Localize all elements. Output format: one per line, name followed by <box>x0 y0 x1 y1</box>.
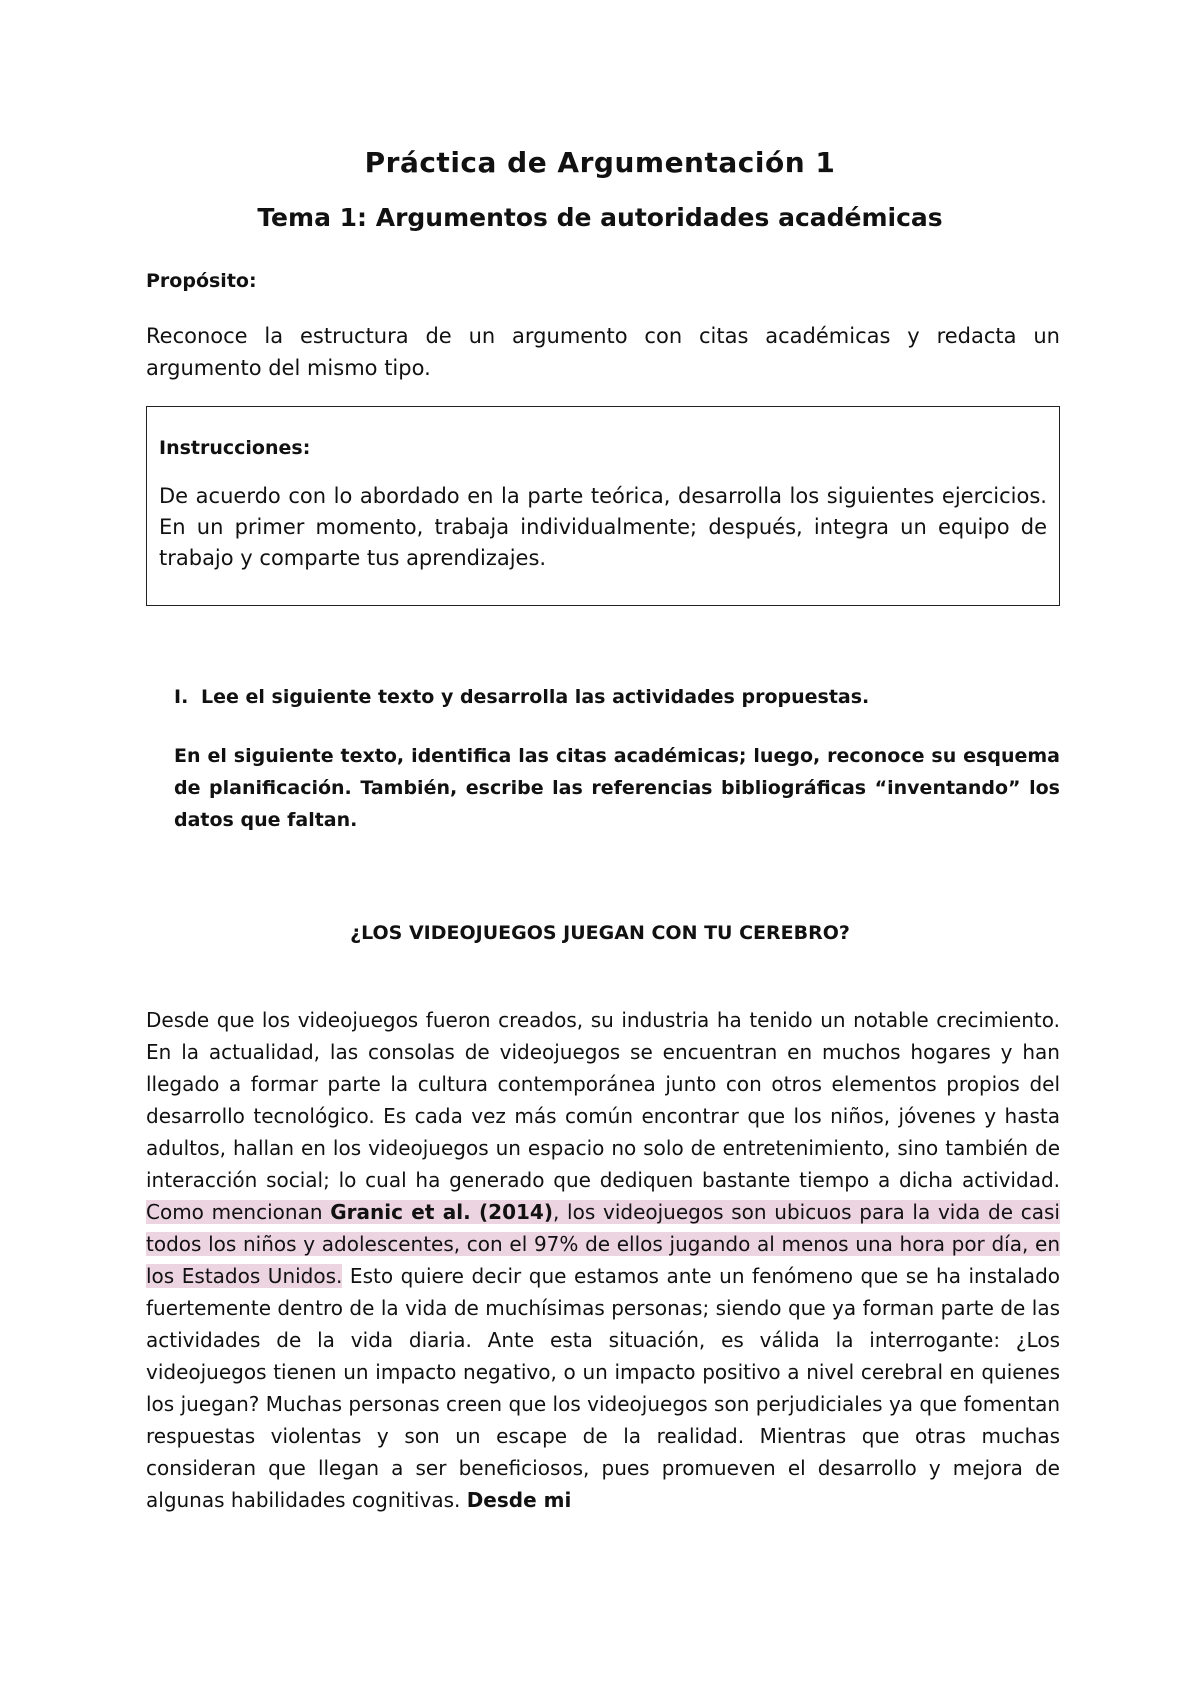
document-title: Práctica de Argumentación 1 <box>364 146 836 179</box>
section-heading <box>174 686 1060 708</box>
article-part-2: Esto quiere decir que estamos ante un fenómeno que se ha instalado fuertemente dentro de la vida de muchísimas personas; siendo que ya forman parte de las actividades de la vida diaria. Ante esta situación, es válida la interrogante: ¿Los videojuegos tienen un impacto negativo, o un impacto positivo a nivel cerebral en quienes los juegan? Muchas personas creen que los videojuegos son perjudiciales ya que fomentan respuestas violentas y son un escape de la realidad. Mientras que otras muchas consideran que llegan a ser beneficiosos, pues promueven el desarrollo y mejora de algunas habilidades cognitivas. <box>146 1264 1060 1512</box>
citation-content: , los videojuegos son ubicuos para la vida de casi todos los niños y adolescentes, con el 97% de ellos jugando al menos una hora por día, en los Estados Unidos. <box>146 1200 1060 1288</box>
section-heading-text: Lee el siguiente texto y desarrolla las actividades propuestas. <box>201 686 870 708</box>
citation-intro: Como mencionan <box>146 1200 331 1224</box>
document-subtitle: Tema 1: Argumentos de autoridades académicas <box>257 203 943 232</box>
article-part-1: Desde que los videojuegos fueron creados, su industria ha tenido un notable crecimiento. En la actualidad, las consolas de videojuegos se encuentran en muchos hogares y han llegado a formar parte la cultura contemporánea junto con otros elementos propios del desarrollo tecnológico. Es cada vez más común encontrar que los niños, jóvenes y hasta adultos, hallan en los videojuegos un espacio no solo de entretenimiento, sino también de interacción social; lo cual ha generado que dediquen bastante tiempo a dicha actividad. <box>146 1008 1060 1192</box>
section-instructions: En el siguiente texto, identifica las citas académicas; luego, reconoce su esquema de planificación. También, escribe las referencias bibliográficas “inventando” los datos que faltan. <box>174 745 1060 831</box>
purpose-text: Reconoce la estructura de un argumento con citas académicas y redacta un argumento del mismo tipo. <box>146 324 1060 380</box>
instructions-box <box>146 406 1060 606</box>
instructions-text: De acuerdo con lo abordado en la parte teórica, desarrolla los siguientes ejercicios. En un primer momento, trabaja individualmente; después, integra un equipo de trabajo y comparte tus aprendizajes. <box>159 484 1047 570</box>
article-trailing-bold: Desde mi <box>466 1488 572 1512</box>
article-title: ¿LOS VIDEOJUEGOS JUEGAN CON TU CEREBRO? <box>350 922 850 944</box>
purpose-label: Propósito: <box>146 270 257 292</box>
section-number: I. <box>174 686 189 708</box>
article-body <box>146 1004 1060 1516</box>
instructions-label: Instrucciones: <box>159 437 311 459</box>
citation-author: Granic et al. (2014) <box>330 1200 553 1224</box>
